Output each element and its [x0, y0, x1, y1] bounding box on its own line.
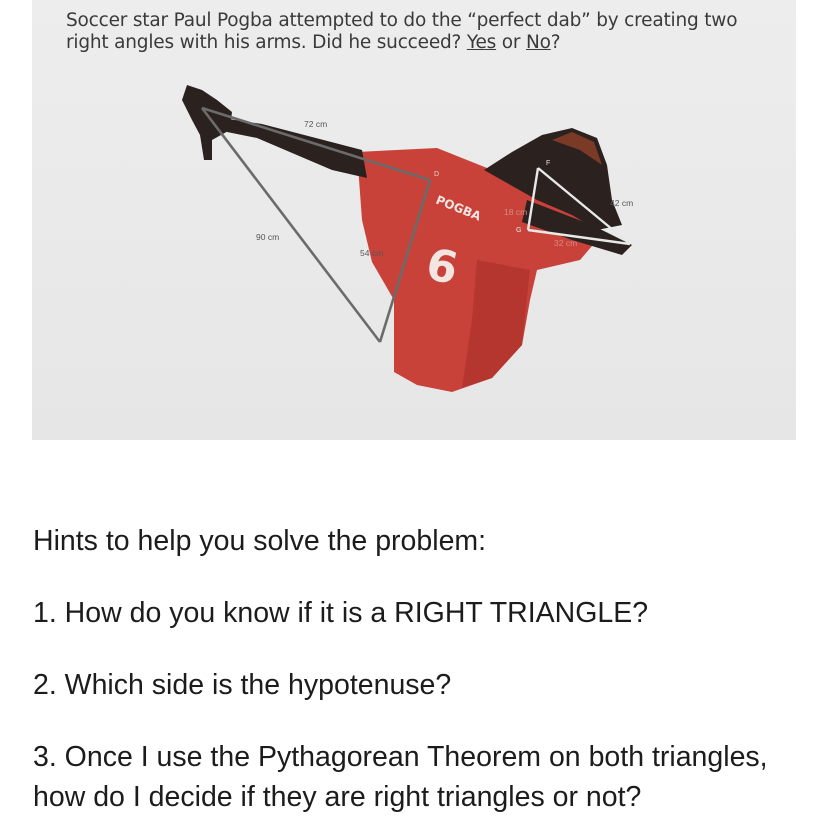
label-54cm: 54 cm — [360, 248, 384, 258]
question-body: Soccer star Paul Pogba attempted to do the “perfect dab” by creating two right angles with his arms. Did he succeed? — [66, 10, 738, 53]
jersey-name: POGBA — [433, 192, 483, 224]
answer-yes: Yes — [466, 32, 497, 53]
label-42cm: 42 cm — [610, 198, 634, 208]
label-32cm: 32 cm — [554, 238, 578, 248]
point-g: G — [516, 227, 522, 234]
point-h: H — [604, 251, 610, 258]
hint-item-1: 1. How do you know if it is a RIGHT TRIANGLE? — [33, 597, 649, 629]
answer-or: or — [496, 32, 527, 53]
question-end: ? — [550, 32, 561, 53]
outstretched-arm — [222, 118, 367, 178]
point-e: E — [384, 343, 389, 350]
label-18cm: 18 cm — [504, 207, 528, 217]
hint-item-3: 3. Once I use the Pythagorean Theorem on both triangles, how do I decide if they are right triangles or not? — [33, 741, 768, 813]
dab-figure — [32, 0, 796, 440]
jersey-number: 6 — [421, 238, 463, 296]
label-72cm: 72 cm — [304, 119, 328, 129]
point-d: D — [434, 171, 440, 178]
hints-title: Hints to help you solve the problem: — [33, 525, 487, 557]
hint-item-2: 2. Which side is the hypotenuse? — [33, 669, 452, 701]
worksheet-photo — [32, 0, 796, 440]
answer-no: No — [526, 32, 551, 53]
point-f: F — [546, 160, 551, 167]
label-90cm: 90 cm — [256, 232, 280, 242]
hand — [182, 85, 232, 160]
